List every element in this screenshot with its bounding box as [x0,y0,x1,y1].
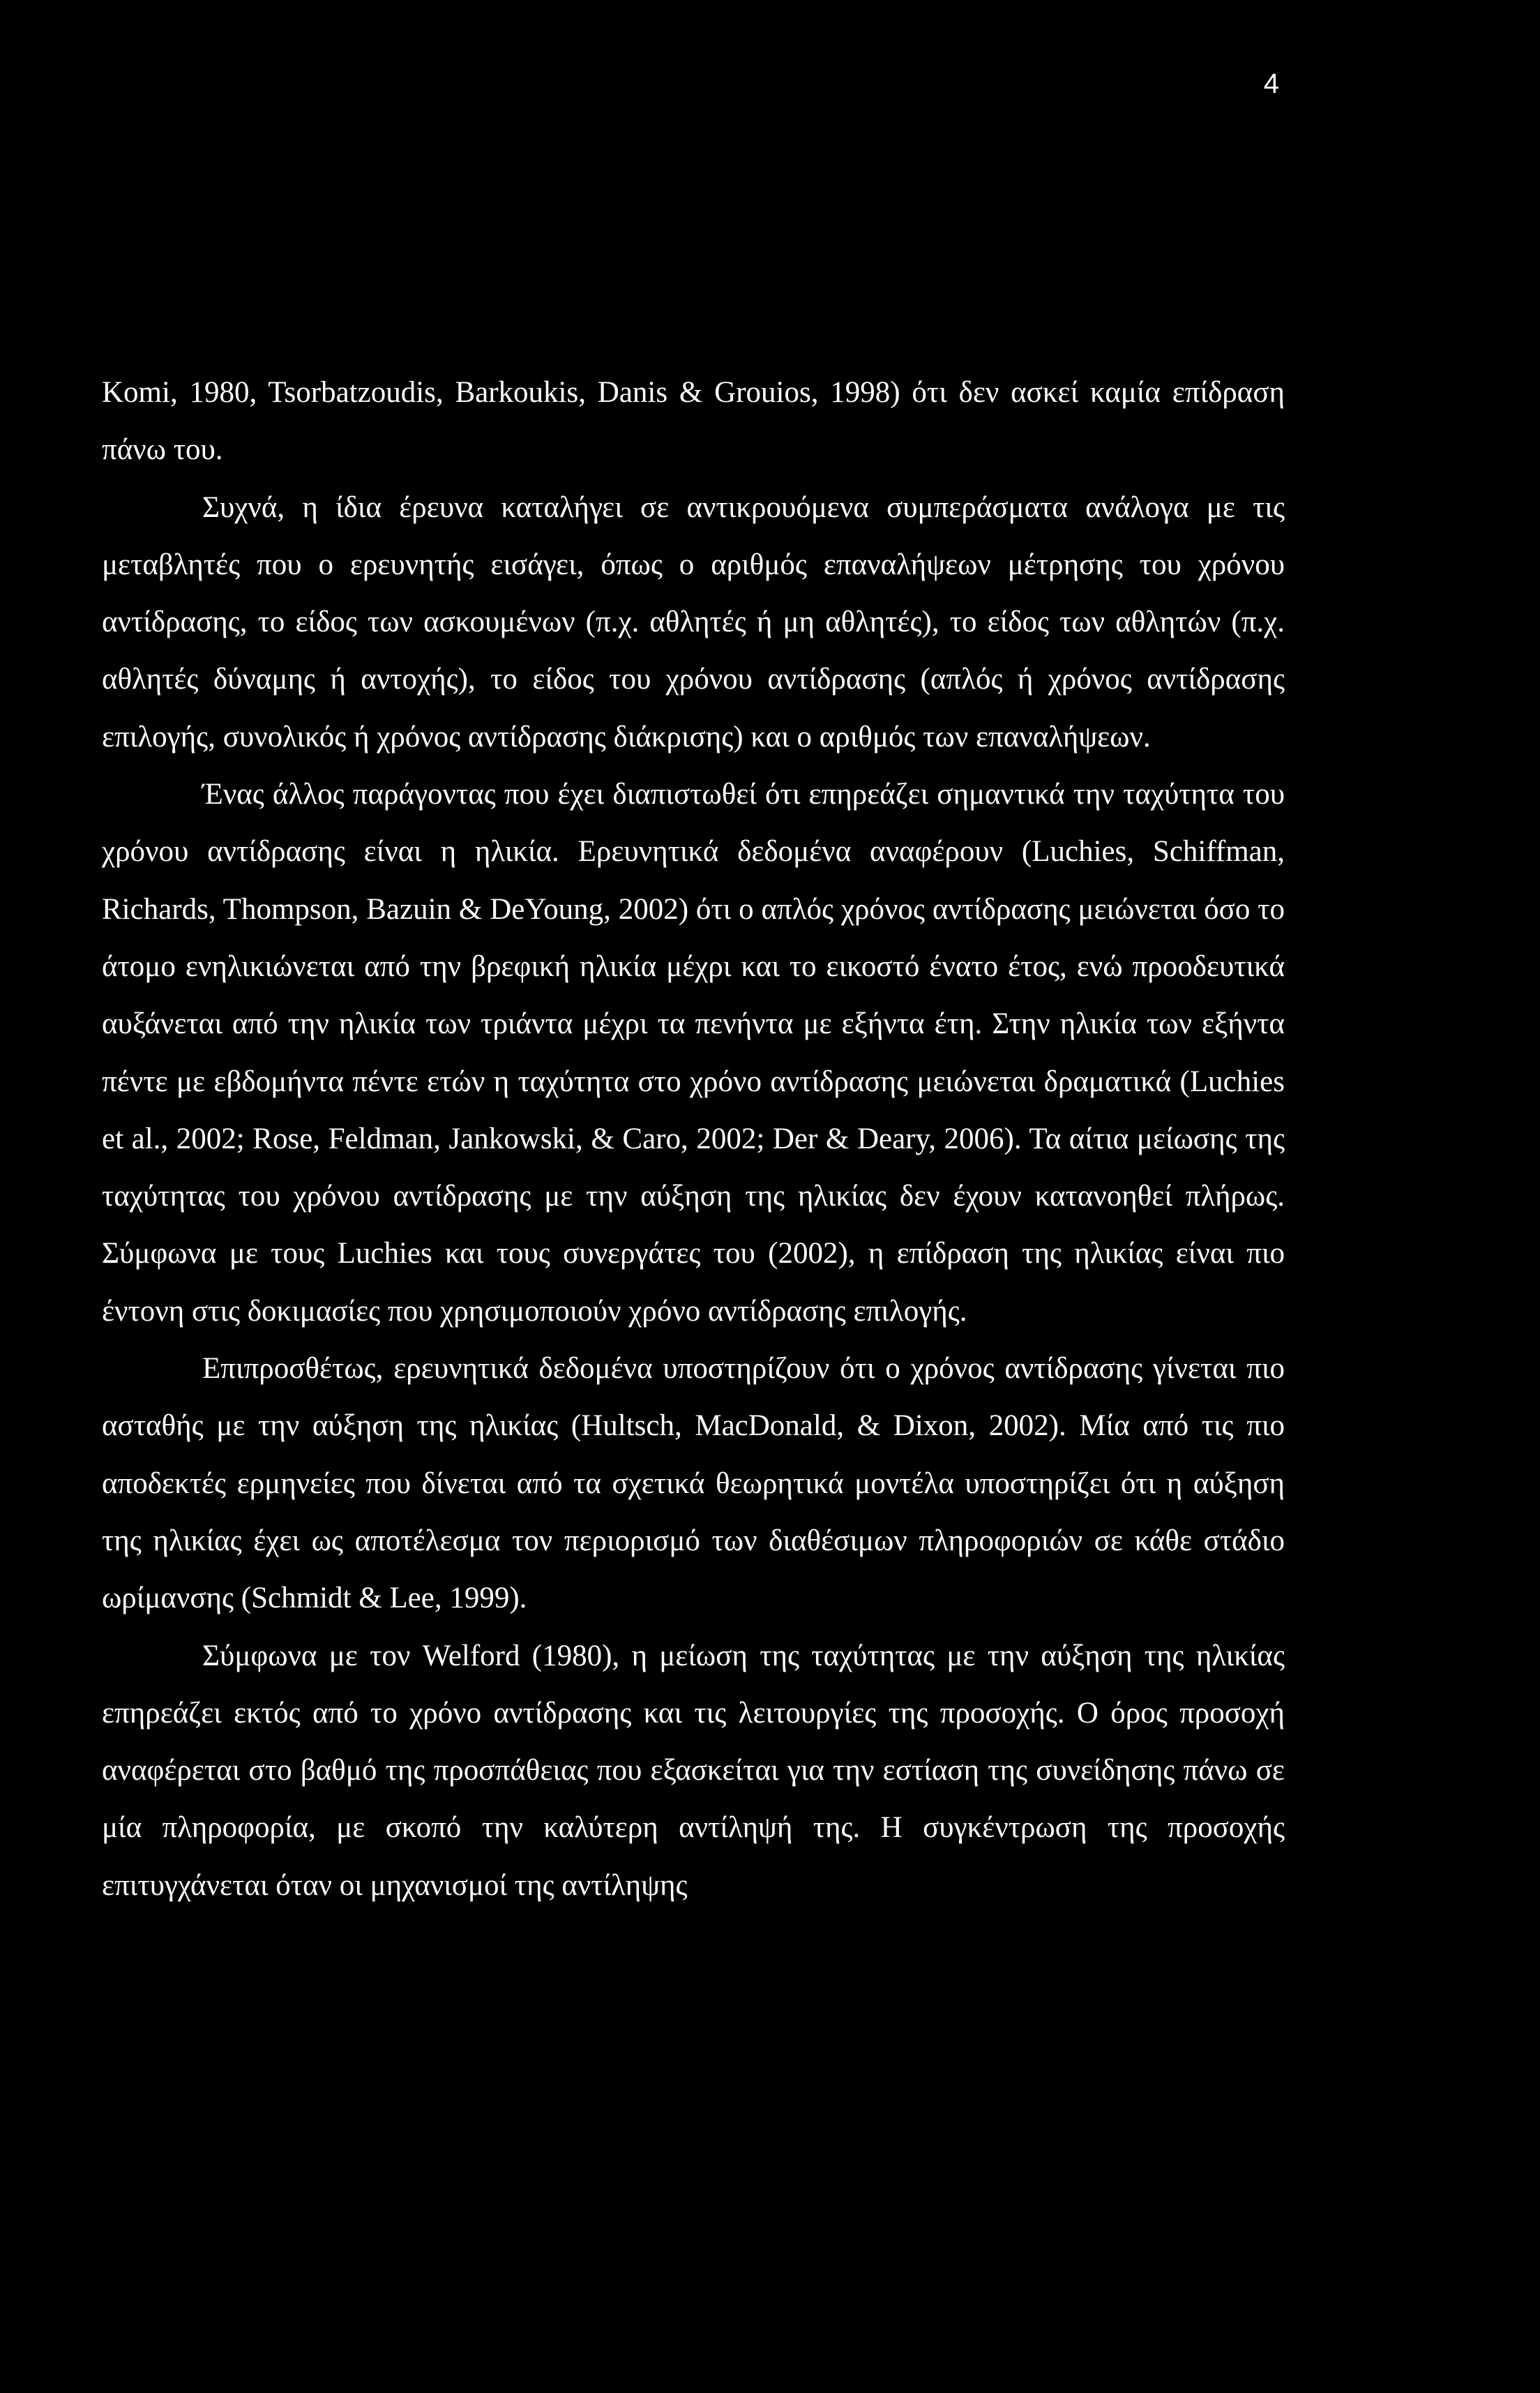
paragraph-age-factor: Ένας άλλος παράγοντας που έχει διαπιστωθεί ότι επηρεάζει σημαντικά την ταχύτητα του χρόνου αντίδρασης είναι η ηλικία. Ερευνητικά δεδομένα αναφέρουν (Luchies, Schiffman, Richards, Thompson, Bazuin & DeYoung, 2002) ότι ο απλός χρόνος αντίδρασης μειώνεται όσο το άτομο ενηλικιώνεται από την βρεφική ηλικία μέχρι και το εικοστό ένατο έτος, ενώ προοδευτικά αυξάνεται από την ηλικία των τριάντα μέχρι τα πενήντα με εξήντα έτη. Στην ηλικία των εξήντα πέντε με εβδομήντα πέντε ετών η ταχύτητα στο χρόνο αντίδρασης μειώνεται δραματικά (Luchies et al., 2002; Rose, Feldman, Jankowski, & Caro, 2002; Der & Deary, 2006). Τα αίτια μείωσης της ταχύτητας του χρόνου αντίδρασης με την αύξηση της ηλικίας δεν έχουν κατανοηθεί πλήρως. Σύμφωνα με τους Luchies και τους συνεργάτες του (2002), η επίδραση της ηλικίας είναι πιο έντονη στις δοκιμασίες που χρησιμοποιούν χρόνο αντίδρασης επιλογής. [102,778,1285,1328]
page-number: 4 [1263,68,1279,99]
paragraph-continuation: Komi, 1980, Tsorbatzoudis, Barkoukis, Danis & Grouios, 1998) ότι δεν ασκεί καμία επίδραση πάνω του. [102,376,1285,467]
body-text [102,364,1285,1914]
paragraph-conflicting-results: Συχνά, η ίδια έρευνα καταλήγει σε αντικρουόμενα συμπεράσματα ανάλογα με τις μεταβλητές που ο ερευνητής εισάγει, όπως ο αριθμός επαναλήψεων μέτρησης του χρόνου αντίδρασης, το είδος των ασκουμένων (π.χ. αθλητές ή μη αθλητές), το είδος των αθλητών (π.χ. αθλητές δύναμης ή αντοχής), το είδος του χρόνου αντίδρασης (απλός ή χρόνος αντίδρασης επιλογής, συνολικός ή χρόνος αντίδρασης διάκρισης) και ο αριθμός των επαναλήψεων. [102,490,1285,753]
paragraph-variability: Επιπροσθέτως, ερευνητικά δεδομένα υποστηρίζουν ότι ο χρόνος αντίδρασης γίνεται πιο ασταθής με την αύξηση της ηλικίας (Hultsch, MacDonald, & Dixon, 2002). Μία από τις πιο αποδεκτές ερμηνείες που δίνεται από τα σχετικά θεωρητικά μοντέλα υποστηρίζει ότι η αύξηση της ηλικίας έχει ως αποτέλεσμα τον περιορισμό των διαθέσιμων πληροφοριών σε κάθε στάδιο ωρίμανσης (Schmidt & Lee, 1999). [102,1352,1285,1615]
paragraph-attention: Σύμφωνα με τον Welford (1980), η μείωση της ταχύτητας με την αύξηση της ηλικίας επηρεάζει εκτός από το χρόνο αντίδρασης και τις λειτουργίες της προσοχής. Ο όρος προσοχή αναφέρεται στο βαθμό της προσπάθειας που εξασκείται για την εστίαση της συνείδησης πάνω σε μία πληροφορία, με σκοπό την καλύτερη αντίληψή της. Η συγκέντρωση της προσοχής επιτυγχάνεται όταν οι μηχανισμοί της αντίληψης [102,1639,1285,1902]
